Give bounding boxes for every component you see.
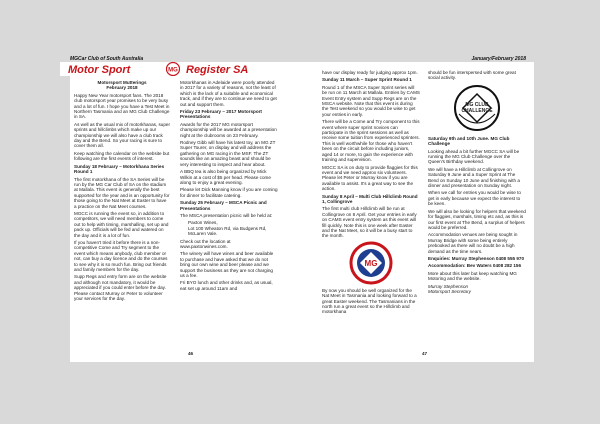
- paragraph: MGCC is running the event so, in addition to competitors, we will need members to come out to help with timing, marshalling, set up and pack up. Officials will be fed and watered on the day and it is a lot of fun.: [74, 210, 169, 238]
- banner-right-text: Register SA: [186, 64, 249, 76]
- paragraph: When we call for entries you would be wise to get in early because we expect the interest to be keen.: [428, 190, 521, 207]
- column-subtitle: February 2018: [106, 85, 138, 91]
- paragraph: Motorkhanas in Adelaide were poorly attended in 2017 for a variety of reasons, not the least of which is the lack of a suitable and economical track, and if they are to continue we need to get out and support them.: [180, 80, 277, 107]
- mg-club-challenge-badge: [453, 84, 501, 132]
- paragraph: have our display ready for judging approx 1pm.: [322, 70, 418, 75]
- paragraph: Awards for the 2017 MG motorsport championship will be awarded at a presentation night at the clubrooms on 23 February.: [180, 121, 277, 138]
- address-line: Paxton Wines,: [188, 220, 218, 226]
- paragraph: The MSCA presentation picnic will be held at:: [180, 212, 273, 218]
- column-title: Motorsport Mutterings: [97, 80, 147, 85]
- banner-left-text: Motor Sport: [68, 64, 131, 76]
- paragraph: The first motorkhana of the SA Series will be run by the MG Car Club of SA on the stadium at Mallala. This event is generally the best supported for the year and is an opportunity for those going to the Nat Meet at Easter to have a practice on the Nat Meet courses.: [74, 176, 170, 209]
- section-heading: Sunday 25 February – MSCA Picnic and Presentations: [180, 200, 267, 211]
- address-line: Lot 100 Wheaton Rd, via Budgens Rd, McLaren Vale.: [188, 225, 267, 237]
- right-header: January/February 2018: [471, 56, 526, 62]
- left-header: MGCar Club of South Australia: [70, 56, 144, 62]
- badge-text: MG CLUB CHALLENGE: [461, 101, 493, 114]
- paragraph: The winery will have wines and beer available to purchase and have asked that we do not bring our own wine and beer please and we support the business as they are not charging us a fee.: [180, 251, 274, 278]
- signature-title: Motorsport Secretary: [428, 288, 471, 294]
- paragraph: Round 1 of the MSCA Super Sprint series will be run on 11 March at Mallala. Entries by CAMS Event Entry system and Supp Regs are on the MSCA website. Note that this event is during the Test weekend so you would be wise to get your entries in early.: [322, 84, 420, 117]
- section-heading: Sunday 8 April – Multi Club Hillclimb Round 1, Collingrove: [322, 193, 418, 204]
- page-number: 46: [188, 351, 194, 356]
- right-page: [302, 56, 534, 362]
- left-page: [68, 56, 302, 362]
- paragraph: More about this later but keep watching MG Motoring and the website.: [428, 270, 517, 282]
- paragraph: Rodney Gibb will have his latest toy, an MG ZT Super Tourer, on display and will address the gathering on MG racing in the MSF. The ZT sounds like an amazing beast and should be very interesting to inspect and hear about.: [180, 140, 276, 167]
- svg-text:MG: MG: [168, 67, 178, 74]
- paragraph: MGCC SA is on duty to provide flaggies for this event and we need approx six volunteers. Please let Peter or Murray know if you are available to assist. It's a great way to see the action.: [322, 164, 418, 192]
- mg-club-logo-icon: [349, 241, 393, 285]
- paragraph: Check out the location at www.paxtonwines.com.: [180, 238, 231, 249]
- paragraph: We will also be looking for helpers that weekend for flaggies, marshals, timing etc and, as this is our first event at The Bend, a surplus of helpers would be preferred.: [428, 208, 526, 230]
- paragraph: There will be a Come and Try component to this event where super sprint novices can participate in the sprint sessions as well as receive some tuition from experienced sprinters. This is well worthwhile for those who haven't been on the circuit before including juniors, aged 14 or more, to gain the experience with training and supervision.: [322, 119, 420, 163]
- paragraph: Happy New Year motorsport fans. The 2018 club motorsport year promises to be very busy and a lot of fun. I hope you have a Test Meet in Northern Tasmania and an MG Club Challenge in SA.: [74, 92, 170, 120]
- paragraph: We will have a Hillclimb at Collingrove on Saturday 9 June and a Super Sprint at The Bend on Sunday 10 June and finishing with a dinner and presentation on Sunday night.: [428, 166, 520, 189]
- right-column-1: [322, 70, 420, 317]
- paragraph: Keep watching the calendar on the website but following are the first events of interest.: [74, 150, 170, 162]
- contact-heading: Enquiries: Murray Stephenson 0408 555 970: [428, 255, 524, 261]
- address-block: [188, 220, 278, 236]
- signature-name: Murray Stephenson: [428, 283, 469, 289]
- paragraph: By now you should be well organized for the Nat Meet in Tasmania and looking forward to a great Easter weekend. The Tasmanians in the north run a great event so the Hillclimb and motorkhana: [322, 287, 417, 315]
- paragraph: Fri BYO lunch and other drinks and, as usual, eat set up around 11am and: [180, 280, 273, 291]
- contact-heading: Accommodation: Bev Waters 0408 282 156: [428, 263, 522, 269]
- right-column-2: [428, 70, 526, 296]
- section-heading: Friday 23 February – 2017 Motorsport Presentations: [180, 109, 262, 120]
- left-column-2: [180, 80, 278, 293]
- paragraph: A BBQ tea is also being organized by Mick Wilkin at a cost of $5 per head. Please come along to enjoy a great evening.: [180, 169, 271, 185]
- paragraph: The first multi club Hillclimb will be run at Collingrove on 8 April. Get your entries in early on CAMS event entry system as this event will fill quickly. Note this is one week after Easter and the Nat Meet, so it will be a busy start to the month.: [322, 206, 417, 239]
- section-heading: Saturday 9th and 10th June. MG Club Challenge: [428, 135, 510, 147]
- section-heading: Sunday 11 March – Super Sprint Round 1: [322, 77, 412, 83]
- page-number: 47: [422, 351, 428, 356]
- left-column-1: [74, 80, 170, 303]
- paragraph: should be fun interspersed with some great social activity.: [428, 70, 516, 81]
- paragraph: If you haven't tried it before there is a non-competitive Come and Try segment to the event which means anybody, club member or not, can buy a day licence and do the courses to see why it is so much fun. Bring out friends and family members for the day.: [74, 239, 168, 272]
- paragraph: As well as the usual mix of motorkhanas, super sprints and hillclimbs which make up our championship we will also have a club track day and the Bend. So your racing is sure to cover them all.: [74, 121, 171, 149]
- paragraph: Supp Regs and entry form are on the website and although not mandatory, it would be appreciated if you could enter before the day. Please contact Murray or Peter to volunteer your services for the day.: [74, 274, 167, 302]
- svg-text:MG: MG: [364, 258, 378, 268]
- paragraph: Please let Dick Manning know if you are coming for dinner to facilitate catering.: [180, 187, 278, 198]
- paragraph: Looking ahead a bit further MGCC SA will be running the MG Club Challenge over the Queen's Birthday weekend.: [428, 148, 520, 165]
- motorsport-register-banner: [60, 62, 300, 76]
- section-heading: Sunday 18 February – Motorkhana Series Round 1: [74, 163, 165, 175]
- paragraph: Accommodation venues are being sought in Murray Bridge with some being entirely prebooked as there will no doubt be a high demand as the time nears.: [428, 232, 518, 254]
